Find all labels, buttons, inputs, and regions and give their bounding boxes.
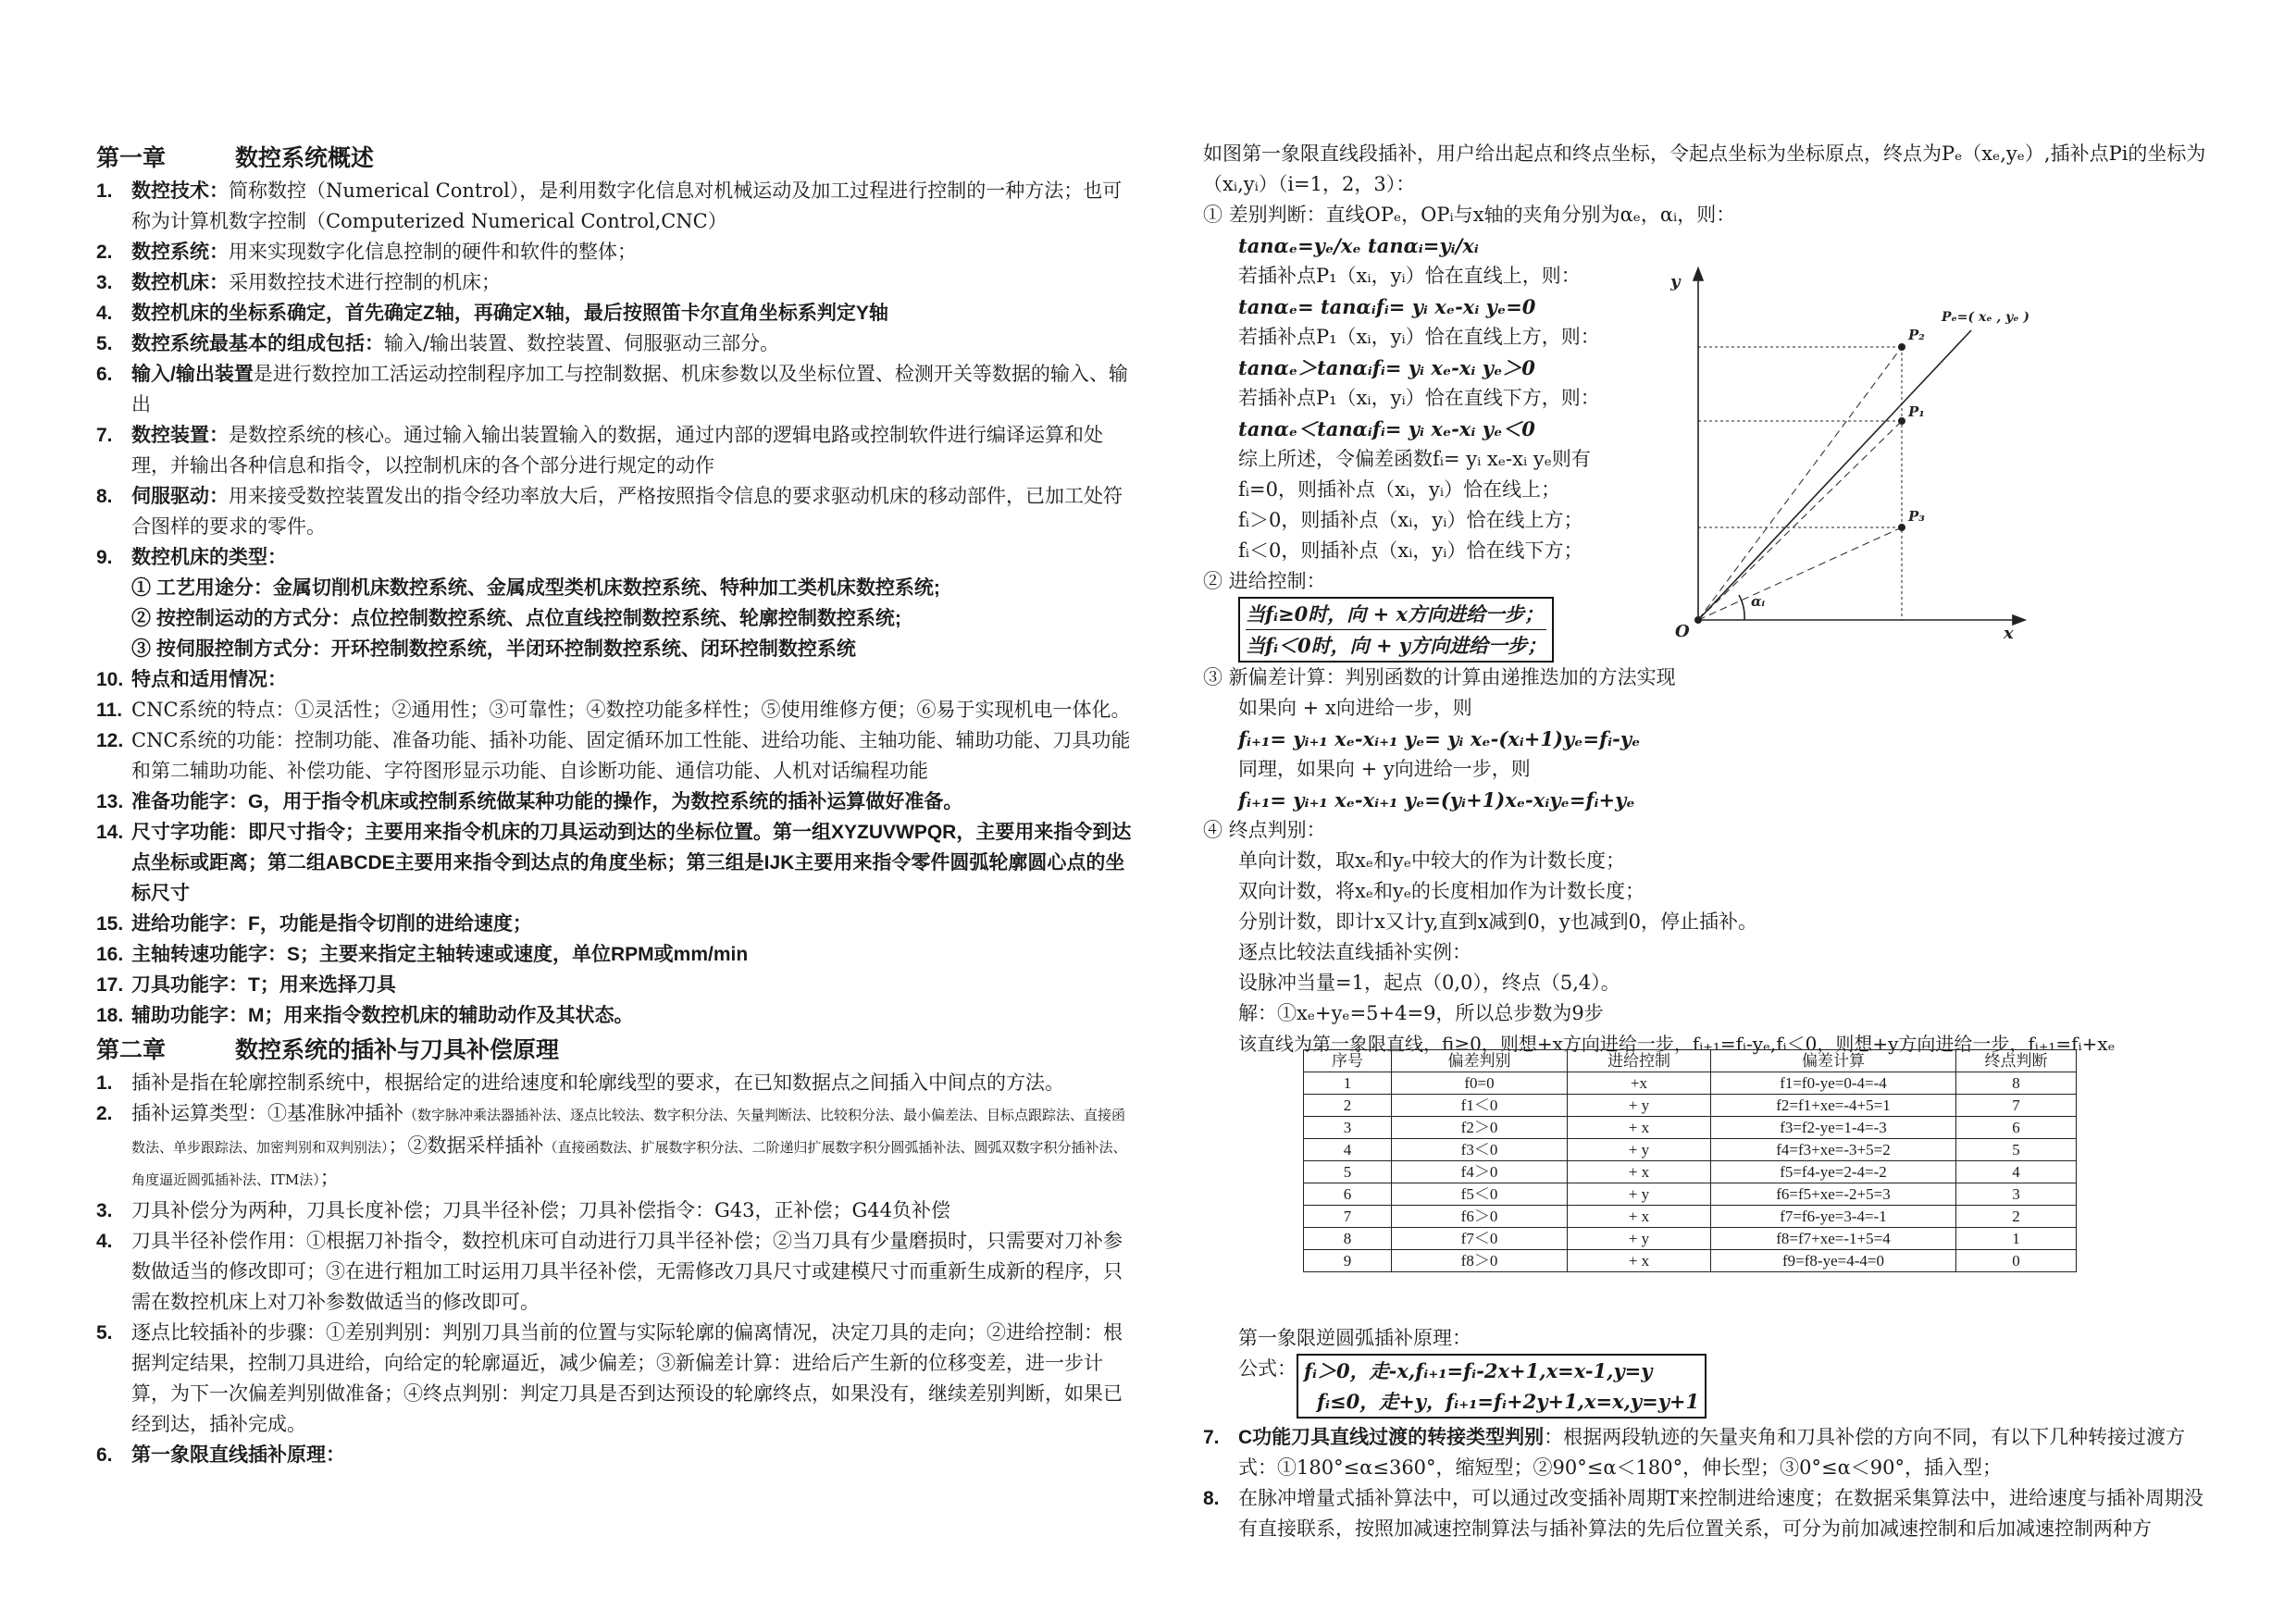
line-ope [1698,330,1971,620]
item-term: 数控系统最基本的组成包括： [131,333,384,354]
table-row [1304,1139,2077,1161]
item-text: CNC系统的特点：①灵活性；②通用性；③可靠性；④数控功能多样性；⑤使用维修方便；⑥易于实现机电一体化。 [131,699,1131,721]
table-cell: 4 [1956,1161,2077,1183]
column-header: 终点判断 [1956,1050,2077,1072]
table-cell: 2 [1304,1095,1392,1117]
item-number: 14. [96,822,124,843]
table-cell: f5=f4-ye=2-4=-2 [1711,1161,1956,1183]
table-cell: 1 [1304,1072,1392,1095]
item-body [131,420,1133,481]
item-number: 8. [96,486,113,507]
table-cell: f3＜0 [1392,1139,1568,1161]
item-term: 数控机床： [131,272,229,293]
point-p2 [1898,343,1905,351]
chapter-1-heading: 第一章 数控系统概述 [96,145,375,171]
list-item: 7. C功能刀具直线过渡的转接类型判别：根据两段轨迹的矢量夹角和刀具补偿的方向不同，有以下几种转接过渡方式：①180°≤α≤360°，缩短型；②90°≤α＜180°，伸长型；③0°≤α＜90°，插入型； [1203,1426,2186,1479]
line-op1 [1698,421,1902,620]
item-body [131,176,1133,237]
type-item: ① 工艺用途分：金属切削机床数控系统、金属成型类机床数控系统、特种加工类机床数控系统; [131,577,940,599]
table-cell: 9 [1304,1250,1392,1272]
table-cell: + y [1568,1228,1711,1250]
table-row [1304,1206,2077,1228]
item-text: CNC系统的功能：控制功能、准备功能、插补功能、固定循环加工性能、进给功能、主轴功能、辅助功能、刀具功能和第二辅助功能、补偿功能、字符图形显示功能、自诊断功能、通信功能、人机对话编程功能 [131,729,1131,782]
item-term: 数控机床的类型： [131,547,287,568]
list-item [96,237,1133,267]
step-1-heading: ① 差别判断：直线OPₑ，OPᵢ与x轴的夹角分别为αₑ，αᵢ，则： [1203,204,1736,226]
table-row [1304,1095,2077,1117]
table-header-row [1304,1050,2077,1072]
item-number: 12. [96,730,124,751]
item-number: 16. [96,944,124,965]
p1-label: P₁ [1908,403,1925,420]
p2-label: P₂ [1908,327,1925,343]
formula-row: 公式： fᵢ＞0，走-x,fᵢ₊₁=fᵢ-2x+1,x=x-1,y=y fᵢ≤0，走+y，fᵢ₊₁=fᵢ+2y+1,x=x,y=y+1 [1203,1354,2212,1419]
chapter-1-list-continued [96,664,1133,1031]
list-item [96,267,1133,298]
item-body [131,267,1133,298]
item-number: 13. [96,791,124,812]
table-row [1304,1161,2077,1183]
point-p1 [1898,417,1905,425]
item-number: 2. [96,242,113,263]
pe-label: Pₑ=( xₑ , yₑ ) [1942,310,2030,325]
table-cell: 5 [1304,1161,1392,1183]
list-item [96,328,1133,359]
table-cell: f0=0 [1392,1072,1568,1095]
table-cell: f4=f3+xe=-3+5=2 [1711,1139,1956,1161]
origin-label: O [1675,622,1690,638]
column-header: 偏差判别 [1392,1050,1568,1072]
item-number: 5. [96,333,113,354]
item-number: 18. [96,1005,124,1026]
table-cell: f2＞0 [1392,1117,1568,1139]
table-row [1304,1072,2077,1095]
table-cell: 8 [1956,1072,2077,1095]
list-item: 8. 在脉冲增量式插补算法中，可以通过改变插补周期T来控制进给速度；在数据采集算法中，进给速度与插补周期没有直接联系，按照加减速控制算法与插补算法的先后位置关系，可分为前加减速控制和后加减速控制两种方 [1203,1487,2204,1540]
step-2-heading: ② 进给控制： [1203,570,1326,592]
item-body [131,970,1133,1000]
list-item [96,359,1133,420]
feed-control-box: 当fᵢ≥0时，向 + x方向进给一步； 当fᵢ＜0时，向 + y方向进给一步； [1238,597,1554,663]
alpha-arc [1739,595,1744,620]
list-item [96,970,1133,1000]
table-body [1304,1072,2077,1272]
x-label: x [2004,624,2014,638]
origin-point [1694,616,1702,624]
arc-formula-box: fᵢ＞0，走-x,fᵢ₊₁=fᵢ-2x+1,x=x-1,y=y fᵢ≤0，走+y，fᵢ₊₁=fᵢ+2y+1,x=x,y=y+1 [1297,1354,1706,1419]
table-cell: 0 [1956,1250,2077,1272]
item-number: 6. [96,364,113,385]
item-number: 10. [96,669,124,690]
line-op3 [1698,527,1902,620]
list-item: 1. 插补是指在轮廓控制系统中，根据给定的进给速度和轮廓线型的要求，在已知数据点之间插入中间点的方法。 [96,1072,1064,1094]
table-cell: f1=f0-ye=0-4=-4 [1711,1072,1956,1095]
x-axis-arrow [2013,615,2025,625]
table-cell: f8=f7+xe=-1+5=4 [1711,1228,1956,1250]
chapter-2-heading: 第二章 数控系统的插补与刀具补偿原理 [96,1037,560,1063]
item-body [131,664,1133,695]
item-term: 进给功能字：F，功能是指令切削的进给速度； [131,913,532,935]
step-4-heading: ④ 终点判别： [1203,819,1326,841]
list-item [96,1000,1133,1031]
table-cell: 3 [1304,1117,1392,1139]
table-cell: +x [1568,1072,1711,1095]
y-label: y [1670,272,1681,291]
table-cell: + x [1568,1206,1711,1228]
item-term: 尺寸字功能：即尺寸指令；主要用来指令机床的刀具运动到达的坐标位置。第一组XYZUVWPQR，主要用来指令到达点坐标或距离；第二组ABCDE主要用来指令到达点的角度坐标；第三组是IJK主要用来指令零件圆弧轮廓圆心点的坐标尺寸 [131,822,1132,904]
item-term: 数控技术： [131,180,229,202]
list-item [96,725,1133,787]
list-item [96,909,1133,939]
type-item: ③ 按伺服控制方式分：开环控制数控系统，半闭环控制数控系统、闭环控制数控系统 [131,638,856,660]
table-cell: f2=f1+xe=-4+5=1 [1711,1095,1956,1117]
item-body [131,481,1133,542]
item-body [131,1000,1133,1031]
item-body [131,939,1133,970]
item-number: 9. [96,547,113,568]
table-cell: + x [1568,1117,1711,1139]
table-cell: 1 [1956,1228,2077,1250]
type-item: ② 按控制运动的方式分：点位控制数控系统、点位直线控制数控系统、轮廓控制数控系统; [131,608,901,629]
line-interpolation-diagram [1666,264,2036,638]
table-cell: f1＜0 [1392,1095,1568,1117]
line-op2 [1698,347,1902,620]
item-text: 是进行数控加工活运动控制程序加工与控制数据、机床参数以及坐标位置、检测开关等数据的输入、输出 [131,363,1128,415]
p3-label: P₃ [1908,508,1925,525]
item-body [131,787,1133,817]
table-cell: f5＜0 [1392,1183,1568,1206]
item-term: 数控装置： [131,425,229,446]
table-cell: f3=f2-ye=1-4=-3 [1711,1117,1956,1139]
item-text: 是数控系统的核心。通过输入输出装置输入的数据，通过内部的逻辑电路或控制软件进行编译运算和处理，并输出各种信息和指令，以控制机床的各个部分进行规定的动作 [131,424,1103,477]
table-cell: f7＜0 [1392,1228,1568,1250]
alpha-label: αᵢ [1751,593,1766,610]
step-1-block: tanαₑ=yₑ/xₑ tanαᵢ=yᵢ/xᵢ 若插补点P₁（xᵢ，yᵢ）恰在直线上，则： tanαₑ= tanαᵢfᵢ= yᵢ xₑ-xᵢ yₑ=0 若插补点P₁（xᵢ，yᵢ）恰在直线上方，则： tanαₑ＞tanαᵢfᵢ= yᵢ xₑ-xᵢ yₑ＞0 若插补点P₁（xᵢ，yᵢ）恰在直线下方，则： tanαₑ＜tanαᵢfᵢ= yᵢ xₑ-xᵢ yₑ＜0 综上所述，令偏差函数fᵢ= yᵢ xₑ-xᵢ yₑ则有 fᵢ=0，则插补点（xᵢ，yᵢ）恰在线上； fᵢ＞0，则插补点（xᵢ，yᵢ）恰在线上方； fᵢ＜0，则插补点（xᵢ，yᵢ）恰在线下方； [1238,234,1600,562]
table-cell: f4＞0 [1392,1161,1568,1183]
list-item [96,420,1133,481]
item-number: 17. [96,974,124,996]
table-cell: + y [1568,1095,1711,1117]
item-text: 输入/输出装置、数控装置、伺服驱动三部分。 [384,332,780,354]
table-cell: 7 [1304,1206,1392,1228]
table-row [1304,1250,2077,1272]
list-item [96,176,1133,237]
item-body [131,328,1133,359]
item-body [131,542,1133,573]
table-cell: 2 [1956,1206,2077,1228]
machine-type-list [96,573,1133,664]
item-text: 简称数控（Numerical Control），是利用数字化信息对机械运动及加工过程进行控制的一种方法；也可称为计算机数字控制（Computerized Numerical Control,CNC） [131,180,1123,232]
table-row [1304,1183,2077,1206]
item-body [131,298,1133,328]
item-term: 输入/输出装置 [131,364,254,385]
item-number: 1. [96,180,113,202]
table-cell: f6=f5+xe=-2+5=3 [1711,1183,1956,1206]
item-body [131,237,1133,267]
list-item [96,939,1133,970]
table-cell: 3 [1956,1183,2077,1206]
item-body [131,359,1133,420]
list-item [96,481,1133,542]
list-item [96,817,1133,909]
item-number: 7. [96,425,113,446]
item-number: 11. [96,700,123,721]
item-body [131,695,1133,725]
table-cell: 7 [1956,1095,2077,1117]
list-item [96,664,1133,695]
item-text: 采用数控技术进行控制的机床； [229,271,501,293]
table-cell: 6 [1956,1117,2077,1139]
item-body [131,817,1133,909]
column-header: 偏差计算 [1711,1050,1956,1072]
item-body [131,909,1133,939]
intro-text: 如图第一象限直线段插补，用户给出起点和终点坐标，令起点坐标为坐标原点，终点为Pₑ（xₑ,yₑ）,插补点Pi的坐标为（xᵢ,yᵢ）（i=1，2，3）： [1203,142,2206,195]
column-header: 进给控制 [1568,1050,1711,1072]
item-term: 数控机床的坐标系确定，首先确定Z轴，再确定X轴，最后按照笛卡尔直角坐标系判定Y轴 [131,303,888,324]
list-item: 4. 刀具半径补偿作用：①根据刀补指令，数控机床可自动进行刀具半径补偿；②当刀具有少量磨损时，只需要对刀补参数做适当的修改即可；③在进行粗加工时运用刀具半径补偿，无需修改刀具尺寸或建模尺寸而重新生成新的程序，只需在数控机床上对刀补参数做适当的修改即可。 [96,1230,1123,1313]
item-term: 数控系统： [131,242,229,263]
list-item [96,695,1133,725]
column-header: 序号 [1304,1050,1392,1072]
list-item: 2. 插补运算类型：①基准脉冲插补（数字脉冲乘法器插补法、逐点比较法、数字积分法、矢量判断法、比较积分法、最小偏差法、目标点跟踪法、直接函数法、单步跟踪法、加密判别和双判别法）；②数据采样插补（直接函数法、扩展数字积分法、二阶递归扩展数字积分圆弧插补法、圆弧双数字积分插补法、角度逼近圆弧插补法、ITM法）； [96,1102,1127,1189]
list-item [96,542,1133,573]
table-cell: + y [1568,1139,1711,1161]
table-cell: + y [1568,1183,1711,1206]
table-cell: + x [1568,1250,1711,1272]
item-text: 用来接受数控装置发出的指令经功率放大后，严格按照指令信息的要求驱动机床的移动部件，已加工处符合图样的要求的零件。 [131,485,1123,538]
item-term: 辅助功能字：M；用来指令数控机床的辅助动作及其状态。 [131,1005,634,1026]
list-item [96,298,1133,328]
item-number: 4. [96,303,113,324]
left-column [96,139,1133,1470]
item-term: 准备功能字：G，用于指令机床或控制系统做某种功能的操作，为数控系统的插补运算做好准备。 [131,791,963,812]
list-item: 3. 刀具补偿分为两种，刀具长度补偿；刀具半径补偿；刀具补偿指令：G43，正补偿；G44负补偿 [96,1199,950,1221]
table-cell: f7=f6-ye=3-4=-1 [1711,1206,1956,1228]
list-item: 6. 第一象限直线插补原理： [96,1444,345,1466]
table-cell: f8＞0 [1392,1250,1568,1272]
item-text: 用来实现数字化信息控制的硬件和软件的整体； [229,241,637,263]
table-cell: 5 [1956,1139,2077,1161]
table-row [1304,1228,2077,1250]
table-cell: 4 [1304,1139,1392,1161]
chapter-1-list [96,176,1133,573]
step-3-heading: ③ 新偏差计算：判别函数的计算由递推迭加的方法实现 [1203,666,1676,688]
table-cell: + x [1568,1161,1711,1183]
table-row [1304,1117,2077,1139]
table-cell: f9=f8-ye=4-4=0 [1711,1250,1956,1272]
y-axis-arrow [1694,268,1703,280]
list-item: 5. 逐点比较插补的步骤：①差别判别：判别刀具当前的位置与实际轮廓的偏离情况，决定刀具的走向；②进给控制：根据判定结果，控制刀具进给，向给定的轮廓逼近，减少偏差；③新偏差计算：进给后产生新的位移变差，进一步计算，为下一次偏差判别做准备；④终点判别：判定刀具是否到达预设的轮廓终点，如果没有，继续差别判断，如果已经到达，插补完成。 [96,1321,1123,1435]
item-body [131,725,1133,787]
item-term: 刀具功能字：T；用来选择刀具 [131,974,396,996]
item-term: 主轴转速功能字：S；主要来指定主轴转速或速度，单位RPM或mm/min [131,944,749,965]
list-item [96,787,1133,817]
point-p3 [1898,524,1905,531]
right-column: 如图第一象限直线段插补，用户给出起点和终点坐标，令起点坐标为坐标原点，终点为Pₑ（xₑ,yₑ）,插补点Pi的坐标为（xᵢ,yᵢ）（i=1，2，3）： ① 差别判断：直线OPₑ，OPᵢ与x轴的夹角分别为αₑ，αᵢ，则： tanαₑ=yₑ/xₑ tanαᵢ=yᵢ/xᵢ 若插补点P₁（xᵢ，yᵢ）恰在直线上，则： tanαₑ= tanαᵢfᵢ= yᵢ xₑ-xᵢ yₑ=0 若插补点P₁（xᵢ，yᵢ）恰在直线上方，则： tanαₑ＞tanαᵢfᵢ= yᵢ xₑ-xᵢ yₑ＞0 若插补点P₁（xᵢ，yᵢ）恰在直线下方，则： tanαₑ＜tanαᵢfᵢ= yᵢ xₑ-xᵢ yₑ＜0 综上所述，令偏差函数fᵢ= yᵢ xₑ-xᵢ yₑ则有 fᵢ=0，则插补点（xᵢ，yᵢ）恰在线上； fᵢ＞0，则插补点（xᵢ，yᵢ）恰在线上方； fᵢ＜0，则插补点（xᵢ，yᵢ）恰在线下方； ② 进给控制： 当fᵢ≥0时，向 + x方向进给一步； 当fᵢ＜0时，向 + y方向进给一步； ③ 新偏差计算：判别函数的计算由递推迭加的方法实现 如果向 + x向进给一步，则 fᵢ₊₁= yᵢ₊₁ xₑ-xᵢ₊₁ yₑ= yᵢ xₑ-(xᵢ+1)yₑ=fᵢ-yₑ 同理，如果向 + y向进给一步，则 fᵢ₊₁= yᵢ₊₁ xₑ-xᵢ₊₁ yₑ=(yᵢ+1)xₑ-xᵢyₑ=fᵢ+yₑ ④ 终点判别： 单向计数，取xₑ和yₑ中较大的作为计数长度； 双向计数，将xₑ和yₑ的长度相加作为计数长度； 分别计数，即计x又计y,直到x减到0，y也减到0，停止插补。 逐点比较法直线插补实例： 设脉冲当量=1，起点（0,0），终点（5,4）。 解：①xₑ+yₑ=5+4=9，所以总步数为9步 该直线为第一象限直线，fi≥0，则想+x方向进给一步，fᵢ₊₁=fᵢ-yₑ,fᵢ＜0，则想+y方向进给一步，fᵢ₊₁=fᵢ+xₑ 第一象限逆圆弧插补原理： 公式： fᵢ＞0，走-x,fᵢ₊₁=fᵢ-2x+1,x=x-1,y=y fᵢ≤0，走+y，fᵢ₊₁=fᵢ+2y+1,x=x,y=y+1 7. C功能刀具直线过渡的转接类型判别：根据两段轨迹的矢量夹角和刀具补偿的方向不同，有以下几种转接过渡方式：①180°≤α≤360°，缩短型；②90°≤α＜180°，伸长型；③0°≤α＜90°，插入型； 8. 在脉冲增量式插补算法中，可以通过改变插补周期T来控制进给速度；在数据采集算法中，进给速度与插补周期没有直接联系，按照加减速控制算法与插补算法的先后位置关系，可分为前加减速控制和后加减速控制两种方 [1203,139,2212,1544]
item-term: 特点和适用情况： [131,669,287,690]
item-number: 15. [96,913,124,935]
table-cell: 6 [1304,1183,1392,1206]
item-term: 伺服驱动： [131,486,229,507]
table-cell: f6＞0 [1392,1206,1568,1228]
interpolation-table [1303,1049,2077,1272]
item-number: 3. [96,272,113,293]
table-cell: 8 [1304,1228,1392,1250]
